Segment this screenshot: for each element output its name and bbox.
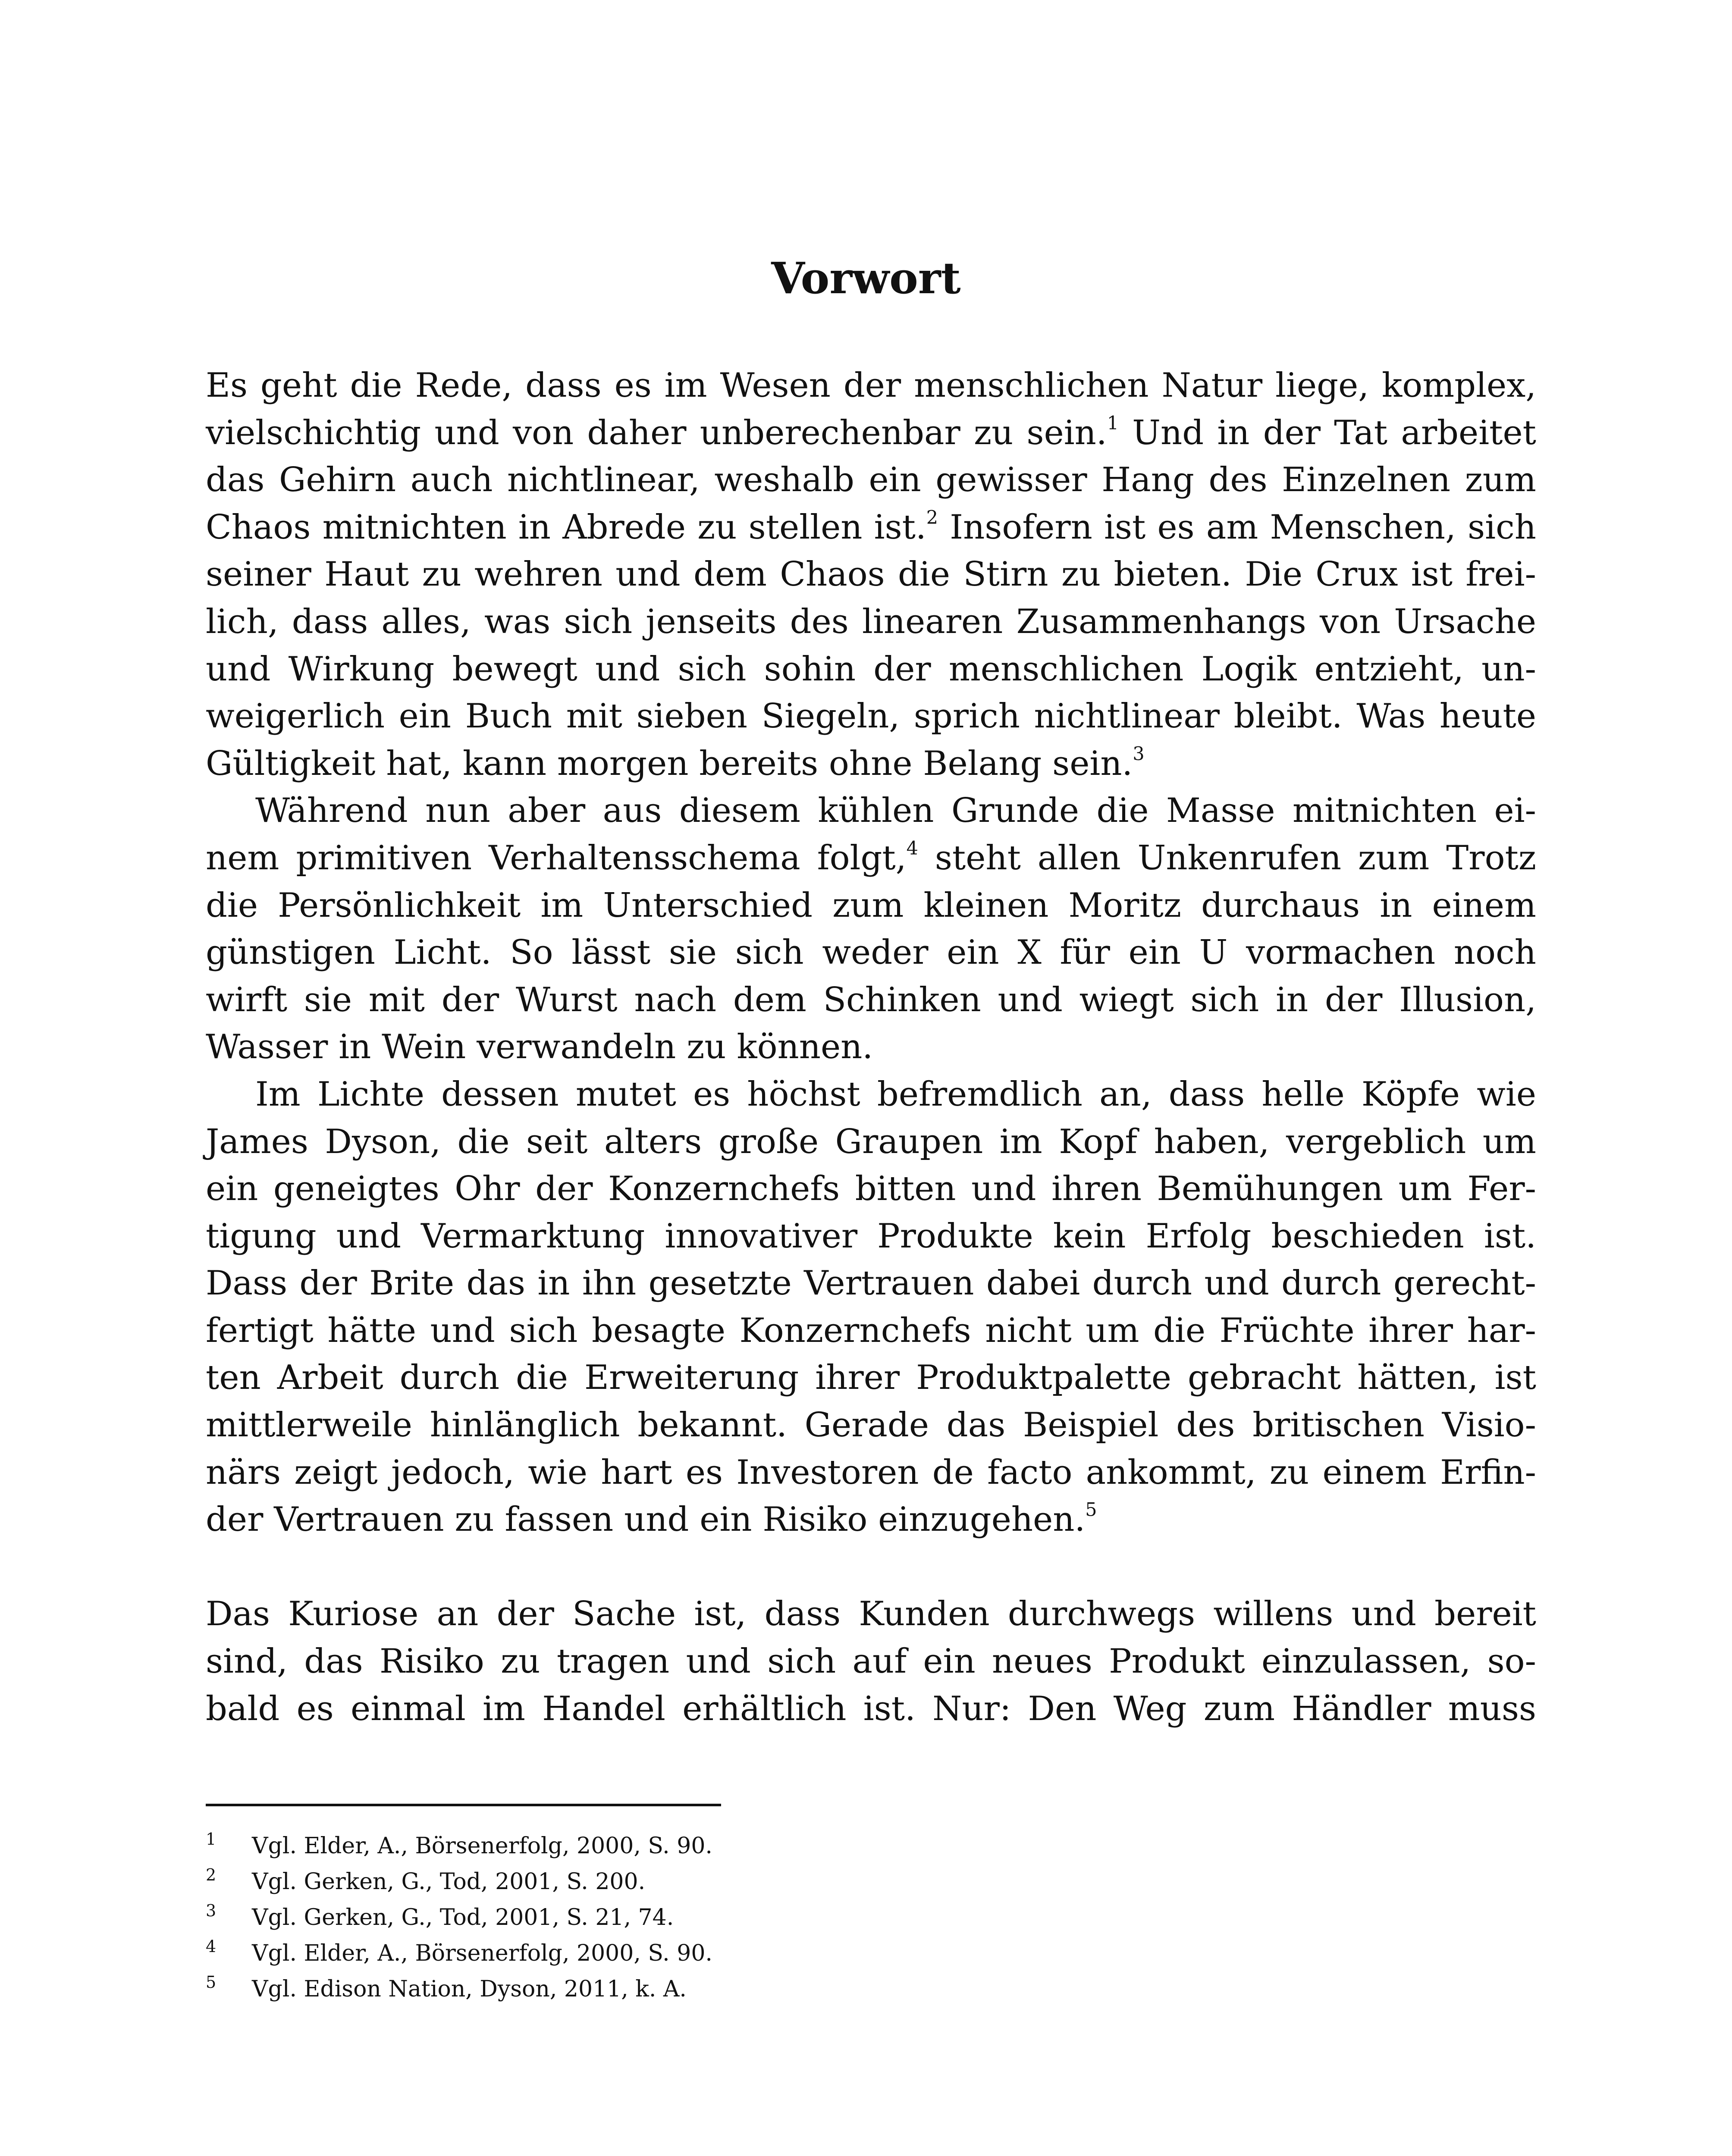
body-line: vielschichtig und von daher unberechenbar zu sein.$^1$ Und in der Tat arbeitet xyxy=(206,412,1536,452)
body-line: wirft sie mit der Wurst nach dem Schinken und wiegt sich in der Illusion, xyxy=(206,980,1536,1019)
footnote-divider xyxy=(206,1804,721,1806)
body-line: und Wirkung bewegt und sich sohin der menschlichen Logik entzieht, un- xyxy=(206,649,1536,689)
footnote-number: 4 xyxy=(206,1937,216,1956)
footnote-text: Vgl. Elder, A., Börsenerfolg, 2000, S. 90. xyxy=(252,1833,712,1859)
footnote-ref: 2 xyxy=(926,507,938,529)
body-line: Chaos mitnichten in Abrede zu stellen ist.$^2$ Insofern ist es am Menschen, sich xyxy=(206,507,1536,547)
body-line: fertigt hätte und sich besagte Konzernchefs nicht um die Früchte ihrer har- xyxy=(206,1311,1536,1350)
page-title: Vorwort xyxy=(771,253,961,304)
body-line: tigung und Vermarktung innovativer Produkte kein Erfolg beschieden ist. xyxy=(206,1216,1536,1256)
body-line: ein geneigtes Ohr der Konzernchefs bitten und ihren Bemühungen um Fer- xyxy=(206,1169,1536,1209)
footnote-ref: 3 xyxy=(1133,743,1145,765)
body-line: die Persönlichkeit im Unterschied zum kleinen Moritz durchaus in einem xyxy=(206,886,1536,925)
body-line: Es geht die Rede, dass es im Wesen der menschlichen Natur liege, komplex, xyxy=(206,366,1536,405)
footnote-ref: 4 xyxy=(906,837,918,859)
body-line: närs zeigt jedoch, wie hart es Investoren de facto ankommt, zu einem Erfin- xyxy=(206,1453,1536,1492)
body-line: sind, das Risiko zu tragen und sich auf ein neues Produkt einzulassen, so- xyxy=(206,1642,1536,1681)
footnote-number: 3 xyxy=(206,1901,216,1920)
body-line: Während nun aber aus diesem kühlen Grunde die Masse mitnichten ei- xyxy=(255,791,1536,830)
body-line: James Dyson, die seit alters große Graupen im Kopf haben, vergeblich um xyxy=(206,1122,1536,1161)
footnote-text: Vgl. Gerken, G., Tod, 2001, S. 21, 74. xyxy=(252,1905,674,1930)
footnote-number: 5 xyxy=(206,1973,216,1992)
body-line: der Vertrauen zu fassen und ein Risiko einzugehen.$^5$ xyxy=(206,1499,1097,1539)
footnote-text: Vgl. Gerken, G., Tod, 2001, S. 200. xyxy=(252,1869,646,1895)
body-line: ten Arbeit durch die Erweiterung ihrer Produktpalette gebracht hätten, ist xyxy=(206,1358,1536,1398)
footnote-text: Vgl. Edison Nation, Dyson, 2011, k. A. xyxy=(252,1976,687,2002)
body-line: das Gehirn auch nichtlinear, weshalb ein gewisser Hang des Einzelnen zum xyxy=(206,461,1536,500)
body-line: Wasser in Wein verwandeln zu können. xyxy=(206,1028,873,1067)
body-line: günstigen Licht. So lässt sie sich weder ein X für ein U vormachen noch xyxy=(206,933,1536,972)
body-line: Im Lichte dessen mutet es höchst befremdlich an, dass helle Köpfe wie xyxy=(255,1075,1536,1114)
footnote-ref: 5 xyxy=(1085,1499,1097,1521)
footnote-ref: 1 xyxy=(1107,412,1119,434)
footnote-number: 1 xyxy=(206,1830,216,1849)
body-line: lich, dass alles, was sich jenseits des linearen Zusammenhangs von Ursache xyxy=(206,602,1536,641)
body-line: bald es einmal im Handel erhältlich ist. Nur: Den Weg zum Händler muss xyxy=(206,1689,1536,1728)
footnote-text: Vgl. Elder, A., Börsenerfolg, 2000, S. 90. xyxy=(252,1940,712,1966)
body-line: Dass der Brite das in ihn gesetzte Vertrauen dabei durch und durch gerecht- xyxy=(206,1264,1536,1303)
body-line: Gültigkeit hat, kann morgen bereits ohne Belang sein.$^3$ xyxy=(206,743,1145,783)
body-line: weigerlich ein Buch mit sieben Siegeln, sprich nichtlinear bleibt. Was heute xyxy=(206,697,1536,736)
body-line: seiner Haut zu wehren und dem Chaos die Stirn zu bieten. Die Crux ist frei- xyxy=(206,555,1536,594)
body-line: nem primitiven Verhaltensschema folgt,$^4$ steht allen Unkenrufen zum Trotz xyxy=(206,837,1536,877)
body-text xyxy=(206,362,1536,1733)
footnote-number: 2 xyxy=(206,1865,216,1884)
body-line: Das Kuriose an der Sache ist, dass Kunden durchwegs willens und bereit xyxy=(206,1595,1536,1634)
body-line: mittlerweile hinlänglich bekannt. Gerade das Beispiel des britischen Visio- xyxy=(206,1406,1536,1445)
